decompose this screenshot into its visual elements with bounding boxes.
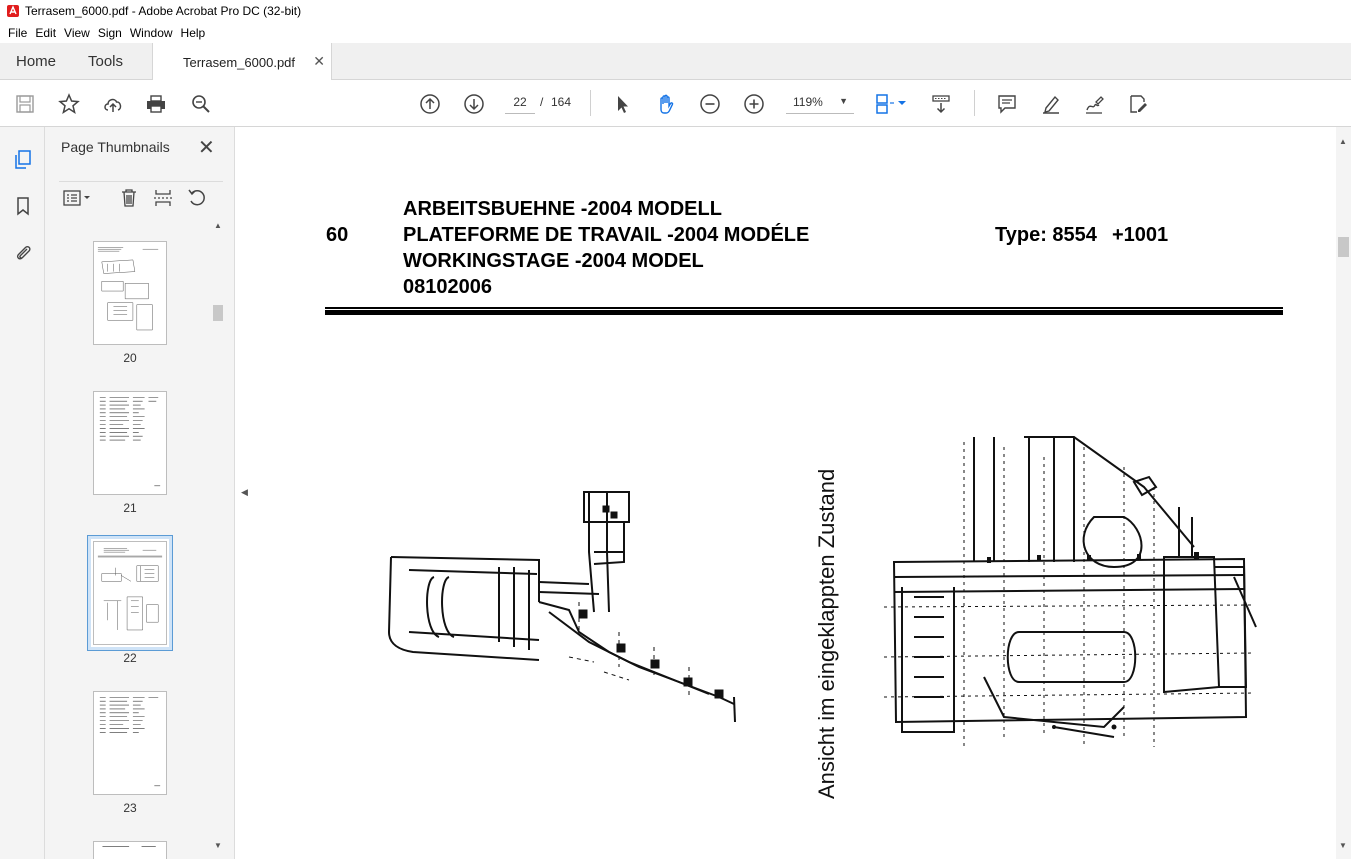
document-page-number: 60 bbox=[326, 224, 349, 246]
heading-french: PLATEFORME DE TRAVAIL -2004 MODÉLE bbox=[403, 224, 810, 246]
technical-drawing-folded-view bbox=[874, 427, 1264, 757]
page-thumbnails-icon[interactable] bbox=[10, 147, 36, 173]
chevron-left-icon[interactable]: ◀ bbox=[241, 487, 248, 497]
select-cursor-icon[interactable] bbox=[609, 91, 635, 117]
menu-sign[interactable]: Sign bbox=[97, 25, 122, 40]
menu-window[interactable]: Window bbox=[129, 25, 173, 40]
page-thumbnail[interactable] bbox=[93, 841, 167, 859]
heading-date: 08102006 bbox=[403, 276, 492, 298]
page-separator: / bbox=[540, 95, 544, 109]
upload-cloud-icon[interactable] bbox=[100, 91, 126, 117]
thumbnail-scrollbar[interactable] bbox=[211, 219, 225, 855]
close-tab-icon[interactable]: ✕ bbox=[313, 53, 325, 69]
highlight-pen-icon[interactable] bbox=[1038, 91, 1064, 117]
tab-document[interactable] bbox=[152, 43, 332, 81]
thumbnail-page-number: 20 bbox=[123, 351, 137, 365]
scroll-down-icon[interactable]: ▼ bbox=[214, 841, 222, 850]
header-rule-thick bbox=[325, 310, 1283, 315]
toolbar-divider bbox=[590, 90, 591, 116]
scroll-up-icon[interactable]: ▲ bbox=[1339, 137, 1347, 146]
page-thumbnail-selected[interactable] bbox=[93, 541, 167, 645]
tab-home[interactable]: Home bbox=[16, 53, 57, 70]
acrobat-app-icon bbox=[6, 4, 20, 18]
chevron-down-icon: ▼ bbox=[839, 96, 848, 106]
save-icon[interactable] bbox=[12, 91, 38, 117]
thumbnail-page-number: 23 bbox=[123, 801, 137, 815]
edit-pdf-icon[interactable] bbox=[1125, 91, 1151, 117]
navigation-rail bbox=[0, 127, 45, 859]
thumbnail-panel bbox=[45, 127, 235, 859]
previous-page-icon[interactable] bbox=[417, 91, 443, 117]
attachment-icon[interactable] bbox=[10, 239, 36, 265]
scroll-up-icon[interactable]: ▲ bbox=[214, 221, 222, 230]
zoom-search-icon[interactable] bbox=[188, 91, 214, 117]
drawing-caption-vertical: Ansicht im eingeklappten Zustand bbox=[814, 468, 839, 799]
hand-tool-icon[interactable] bbox=[653, 91, 679, 117]
fill-sign-icon[interactable] bbox=[1081, 91, 1107, 117]
menu-view[interactable]: View bbox=[64, 25, 90, 40]
header-rule-thin bbox=[325, 307, 1283, 309]
menu-edit[interactable]: Edit bbox=[35, 25, 57, 40]
delete-page-icon[interactable] bbox=[117, 187, 141, 209]
menu-file[interactable]: File bbox=[8, 25, 28, 40]
window-title: Terrasem_6000.pdf - Adobe Acrobat Pro DC (32-bit) bbox=[25, 4, 302, 18]
toolbar bbox=[0, 80, 1351, 127]
scrollbar-thumb[interactable] bbox=[213, 305, 223, 321]
page-thumbnail[interactable] bbox=[93, 691, 167, 795]
bookmark-icon[interactable] bbox=[10, 193, 36, 219]
page-number-input[interactable] bbox=[505, 90, 535, 114]
rotate-page-icon[interactable] bbox=[185, 187, 209, 209]
heading-english: WORKINGSTAGE -2004 MODEL bbox=[403, 250, 704, 272]
title-bar bbox=[0, 0, 1351, 22]
menu-help[interactable]: Help bbox=[180, 25, 206, 40]
thumbnail-panel-title: Page Thumbnails bbox=[61, 139, 170, 155]
menu-bar bbox=[0, 22, 1351, 43]
thumbnail-options-icon[interactable] bbox=[61, 187, 95, 209]
close-icon[interactable]: ✕ bbox=[198, 137, 215, 159]
technical-drawing-side-view bbox=[379, 482, 749, 742]
page-thumbnail[interactable] bbox=[93, 391, 167, 495]
zoom-level-value: 119% bbox=[793, 94, 823, 109]
scroll-down-icon[interactable]: ▼ bbox=[1339, 841, 1347, 850]
page-layout-icon[interactable] bbox=[874, 91, 910, 117]
tab-bar bbox=[0, 43, 1351, 80]
panel-collapse-handle[interactable] bbox=[236, 127, 254, 859]
extract-page-icon[interactable] bbox=[151, 187, 175, 209]
page-thumbnail[interactable] bbox=[93, 241, 167, 345]
zoom-in-icon[interactable] bbox=[741, 91, 767, 117]
type-value: +1001 bbox=[1112, 224, 1169, 246]
scroll-mode-icon[interactable] bbox=[928, 91, 954, 117]
thumbnail-toolbar bbox=[59, 181, 223, 213]
heading-german: ARBEITSBUEHNE -2004 MODELL bbox=[403, 198, 722, 220]
print-icon[interactable] bbox=[143, 91, 169, 117]
document-view bbox=[254, 127, 1336, 859]
tab-tools[interactable]: Tools bbox=[88, 53, 124, 70]
next-page-icon[interactable] bbox=[461, 91, 487, 117]
total-pages: 164 bbox=[551, 95, 572, 109]
thumbnail-page-number: 22 bbox=[123, 651, 137, 665]
comment-icon[interactable] bbox=[994, 91, 1020, 117]
tab-document-label: Terrasem_6000.pdf bbox=[183, 54, 296, 70]
thumbnail-page-number: 21 bbox=[123, 501, 137, 515]
bookmark-star-icon[interactable] bbox=[56, 91, 82, 117]
toolbar-divider bbox=[974, 90, 975, 116]
zoom-level-select[interactable] bbox=[786, 90, 854, 114]
zoom-out-icon[interactable] bbox=[697, 91, 723, 117]
document-scrollbar[interactable] bbox=[1336, 127, 1351, 859]
type-label: Type: 8554 bbox=[995, 224, 1097, 246]
scrollbar-thumb[interactable] bbox=[1338, 237, 1349, 257]
